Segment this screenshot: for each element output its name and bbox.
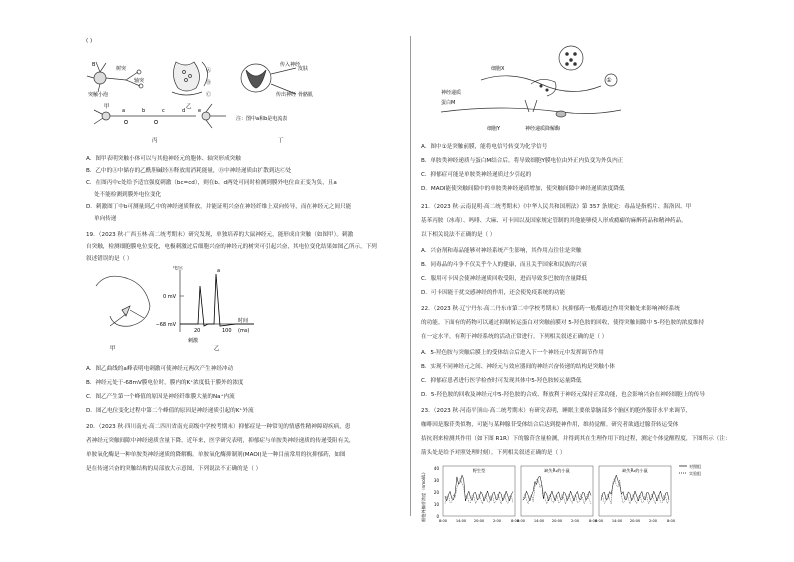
- q20-stem-1: 20．（2023 秋·四川南充·高二四川省南充高级中学校考期末）抑郁症是一种常见的情感性精神障碍疾病，患: [86, 424, 351, 430]
- label-circle-b: Ⓑ: [206, 80, 212, 86]
- panel-bing-label: 丙: [152, 138, 158, 144]
- q21-option-b: B．同毒品的斗争不仅关乎个人的健康，而且关乎国家和民族的兴衰: [421, 262, 588, 268]
- x-tick: 8:00: [588, 519, 598, 523]
- x-tick: 14:00: [533, 519, 545, 523]
- q22-option-c: C．抑郁症患者进行医学检查时可发现其体中5-羟色胺转运量降低: [421, 378, 582, 384]
- legend-control: 对照组: [689, 464, 701, 469]
- q19-x-tick-20: 20: [194, 328, 201, 334]
- panel-yi-label: 乙: [186, 104, 192, 110]
- q20-option-d: D．MAOI能使突触间隙中的单胺类神经递质增加，使突触间隙中神经递质浓度降低: [421, 186, 625, 192]
- q20-fig-protein-m: 蛋白M: [441, 100, 456, 106]
- y-tick: 0: [436, 514, 439, 519]
- x-tick: 14:00: [611, 519, 623, 523]
- q19-x-label: 时间: [238, 318, 249, 324]
- q22-stem-2: 的功能。下面有的药物可以通过抑制转运蛋白对突触前膜对 5-羟色胺的回收，使得突触间隙中 5-羟色胺的浓度维持: [421, 320, 705, 326]
- x-tick: 8:00: [438, 519, 448, 523]
- q22-option-b: B．实现不同神经元之间、神经元与效应器间的神经兴奋传递的结构是突触小体: [421, 364, 616, 370]
- x-tick: 8:00: [594, 519, 604, 523]
- q20-fig-transmitter: 神经递质: [441, 90, 462, 96]
- q20-fig-cell-x: 细胞X: [491, 66, 505, 72]
- q18-figure: [86, 58, 398, 150]
- q21-stem-1: 21．（2023 秋·云南昆明·高二统考期末）《中华人民共和国刑法》第 357 条规定：毒品是指鸦片、海洛因、甲: [421, 204, 692, 210]
- q20-fig-enzyme: 神经递质降解酶: [525, 126, 561, 132]
- label-efferent: 传出神经: [276, 92, 297, 98]
- y-tick: 30: [433, 478, 439, 483]
- q19-y-tick-0: 0 mV: [162, 294, 176, 300]
- x-tick: 20:00: [629, 519, 641, 523]
- q19-stim-label: 刺激: [188, 338, 199, 344]
- q18-option-d: D．刺激图丁中b可测量到乙中的神经递质释放，并能证明兴奋在神经纤维上双向传导，而在神经元之间只能: [86, 204, 352, 210]
- q20-fig-circle1: ①: [606, 77, 612, 84]
- q20-option-c: C．抑郁症可能是单胺类神经递质过少引起的: [421, 172, 532, 178]
- q22-stem-3: 在一定水平，有利于神经系统的活动正常进行。下列相关叙述正确的是（ ）: [421, 334, 608, 340]
- label-a: a: [122, 108, 126, 114]
- left-column: [86, 0, 398, 562]
- y-tick: 20: [433, 490, 439, 495]
- autapse-neuron-illustration: [96, 276, 150, 326]
- label-vesicle: 突触小泡: [88, 92, 109, 98]
- x-tick: 20:00: [473, 519, 485, 523]
- y-tick: 10: [433, 502, 439, 507]
- q18-option-c-cont: 处不能检测到膜外电位变化: [94, 192, 162, 198]
- x-tick: 2:00: [570, 519, 580, 523]
- q23-y-ticks: [434, 466, 440, 519]
- q20-stem-4: 是在传递兴奋的突触结构的局部放大示意图，下列说法不正确的是（ ）: [86, 466, 262, 472]
- x-tick: 2:00: [648, 519, 658, 523]
- label-c: c: [162, 108, 165, 114]
- q23-stem-4: 箭头处是给予对照处理时刻）。下列相关叙述正确的是（ ）: [421, 450, 566, 456]
- q19-stem-2: 自突触，检测细胞膜电位变化，电极刺激过后细胞兴奋的神经元的树突可引起兴奋，其电位变化结果如图乙所示，下列: [86, 244, 377, 250]
- q21-stem-2: 基苯丙胺（冰毒）、吗啡、大麻、可卡因以及国家规定管制的其他能够使人形成瘾癖的麻醉药品和精神药品。: [421, 218, 687, 224]
- label-circle-c: Ⓒ: [206, 92, 212, 98]
- q20-option-a: A．图中①是突触前膜，能将电信号转变为化学信号: [421, 144, 548, 150]
- series-control: [523, 476, 591, 501]
- q19-fig-yi: 乙: [214, 346, 220, 352]
- q23-stem-3: 拮抗剂来检测其作用（如下图 R1R）下的腺苷含量检测，并得到其在生理作用下的过程，测定个体觉醒程度，下图所示（注：: [421, 436, 731, 442]
- label-note: 注：图中a和b是电流表: [236, 116, 288, 122]
- label-axon: 轴突: [134, 78, 145, 84]
- label-b1: B: [92, 62, 96, 68]
- q20-stem-3: 单胺氧化酶是一种单胺类神经递质的降解酶。单胺氧化酶抑制剂(MAOI)是一种目前常用的抗抑郁药，如图: [86, 452, 346, 458]
- q19-peak-a: a: [217, 268, 221, 274]
- q21-option-a: A．兴奋剂和毒品能够对神经系统产生影响，其作用点往往是突触: [421, 248, 582, 254]
- series-control: [601, 475, 669, 501]
- panel-title: 野生型: [472, 468, 486, 473]
- x-tick: 2:00: [492, 519, 502, 523]
- q19-option-c: C．图乙产生第一个峰值的原因是神经纤维膜大量的Na⁺内流: [86, 394, 235, 400]
- q23-figure: [421, 460, 713, 530]
- q19-fig-jia: 甲: [110, 346, 116, 352]
- q19-option-a: A．图乙曲线的a峰表明电刺激可使神经元两次产生神经冲动: [86, 366, 234, 372]
- q21-option-c: C．服用可卡因会使神经递质回收受阻，进而导致多巴胺的含量降低: [421, 276, 588, 282]
- neuron-chain-bing-illustration: [94, 104, 226, 128]
- panel-ding-label: 丁: [278, 138, 284, 144]
- q19-option-d: D．图乙电位变化过程中第二个峰值的原因是神经递质引起的K⁺外流: [86, 408, 254, 414]
- q19-figure: [86, 266, 286, 358]
- label-b: b: [142, 108, 146, 114]
- panel-frame: [521, 466, 593, 516]
- label-e: e: [198, 108, 202, 114]
- q20-figure: [421, 40, 631, 136]
- q19-x-tick-100: 100: [222, 328, 232, 334]
- q19-y-label: 电位: [172, 266, 184, 271]
- x-tick: 8:00: [666, 519, 676, 523]
- q19-stem-3: 叙述错误的是（ ）: [86, 256, 133, 262]
- right-column: [421, 0, 731, 562]
- x-tick: 14:00: [455, 519, 467, 523]
- q22-stem-1: 22．（2023 秋·辽宁丹东·高二丹东市第二中学校考期末）抗抑郁药一般都通过作用突触处来影响神经系统: [421, 306, 680, 312]
- spinal-cord-ding-illustration: [241, 64, 296, 94]
- label-dendrite: 树突: [116, 66, 127, 72]
- q20-fig-cell-y: 细胞Y: [487, 126, 501, 132]
- label-muscle: 骨骼肌: [298, 92, 314, 98]
- label-d: d: [182, 108, 186, 114]
- q21-option-d: D．可卡因能干扰交感神经的作用，还会使免疫系统的功能: [421, 290, 566, 296]
- q22-option-a: A．5-羟色胺与突触后膜上的受体结合后进入下一个神经元中发挥调节作用: [421, 350, 604, 356]
- synapse-diagram: [441, 46, 621, 117]
- y-tick: 40: [433, 466, 439, 471]
- q18-option-b: B．乙中的Ⓐ中储存的乙酰胆碱经Ⓑ释放需消耗能量，Ⓑ中神经递质由扩散到达Ⓒ处: [86, 168, 292, 174]
- q19-stem-1: 19．（2023 秋·广西玉林·高二统考期末）研究发现，单独培养的大鼠神经元，能形成自突触（如图甲）。刺激: [86, 232, 354, 238]
- panel-jia-label: 甲: [104, 104, 110, 110]
- q20-stem-2: 者神经元突触间隙中神经递质含量下降。近年来，医学研究表明，抑郁症与单胺类神经递质的传递受阻有关，: [86, 438, 355, 444]
- q23-stem-2: 咖啡因是腺苷类似物，可能与某种腺苷受体结合后达到提神作用，维持觉醒。研究者欲通过腺苷转运受体: [421, 422, 679, 428]
- q18-option-c: C．在图丙中c处给予适宜强度刺激（bc=cd），则在b、d两处可同时检测到膜外电位由正变为负，且a: [86, 180, 337, 186]
- q19-y-tick-68: −68 mV: [155, 322, 176, 328]
- x-tick: 8:00: [510, 519, 520, 523]
- synapse-yi-illustration: [172, 62, 208, 95]
- q19-option-b: B．神经元处于-68mV膜电位时，膜内的K⁺浓度低于膜外的浓度: [86, 380, 244, 386]
- q18-option-a: A．图甲表明突触小体可以与其他神经元的胞体、轴突形成突触: [86, 156, 241, 162]
- column-divider: [410, 36, 411, 516]
- panel-frame: [443, 466, 515, 516]
- label-circle-a: Ⓐ: [206, 68, 212, 74]
- q23-y-axis-label: 细胞外腺苷浓度（nmol/L）: [421, 470, 426, 522]
- q23-legend: [679, 463, 701, 476]
- q20-option-b: B．单胺类神经递质与蛋白M结合后，将导致细胞Y膜电位由外正内负变为外负内正: [421, 158, 624, 164]
- q22-option-d: D．5-羟色胺的回收及神经元中5-羟色胺的合成、释放利于神经元保持正常功能，也会影响兴奋在神经细胞上的传导: [421, 392, 705, 398]
- panel-title: 缺失R₁的小鼠: [544, 468, 570, 473]
- q19-x-unit: (ms): [238, 328, 250, 334]
- q23-stem-1: 23．（2023 秋·河南平顶山·高二统考期末）有研究表明，睡眠主要依靠脑部多个脑区的胞外腺苷水平来调节，: [421, 408, 692, 414]
- q18-paren: ( ): [86, 38, 93, 44]
- panel-title: 缺失R₂的小鼠: [622, 468, 648, 473]
- x-tick: 8:00: [516, 519, 526, 523]
- q21-stem-3: 以下相关说法不正确的是（ ）: [421, 232, 496, 238]
- q18-option-d-cont: 单向传递: [94, 216, 117, 222]
- label-skin: 皮肤: [298, 66, 309, 72]
- legend-experiment: 实验组: [689, 471, 701, 476]
- x-tick: 20:00: [551, 519, 563, 523]
- label-afferent: 传入神经: [280, 62, 301, 68]
